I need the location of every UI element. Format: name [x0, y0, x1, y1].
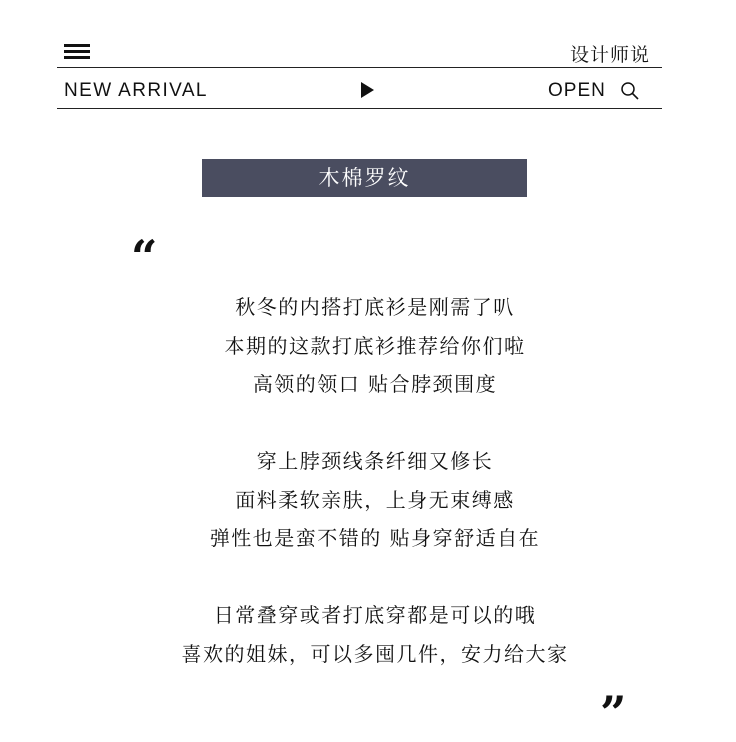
- open-quote-mark: “: [131, 230, 158, 284]
- text-line: 穿上脖颈线条纤细又修长: [256, 449, 494, 473]
- play-icon[interactable]: [361, 82, 374, 98]
- search-icon[interactable]: [620, 81, 640, 101]
- new-arrival-label[interactable]: NEW ARRIVAL: [64, 80, 208, 101]
- text-line: 高领的领口 贴合脖颈围度: [252, 372, 498, 396]
- close-quote-mark: ”: [600, 686, 627, 740]
- menu-icon[interactable]: [64, 44, 90, 60]
- text-line: 日常叠穿或者打底穿都是可以的哦: [213, 603, 537, 627]
- header-divider-bottom: [57, 108, 662, 109]
- brand-title: 设计师说: [569, 44, 650, 66]
- product-title-banner: 木棉罗纹: [202, 159, 527, 197]
- description-paragraph-1: [0, 288, 736, 404]
- description-paragraph-3: [0, 596, 736, 673]
- text-line: 弹性也是蛮不错的 贴身穿舒适自在: [209, 526, 541, 550]
- description-paragraph-2: [0, 442, 736, 558]
- text-line: 喜欢的姐妹，可以多囤几件，安力给大家: [181, 641, 569, 666]
- open-label[interactable]: OPEN: [548, 80, 606, 101]
- text-line: 面料柔软亲肤，上身无束缚感: [235, 487, 515, 512]
- text-line: 秋冬的内搭打底衫是刚需了叭: [235, 295, 515, 319]
- header-divider-top: [57, 67, 662, 68]
- text-line: 本期的这款打底衫推荐给你们啦: [224, 333, 526, 358]
